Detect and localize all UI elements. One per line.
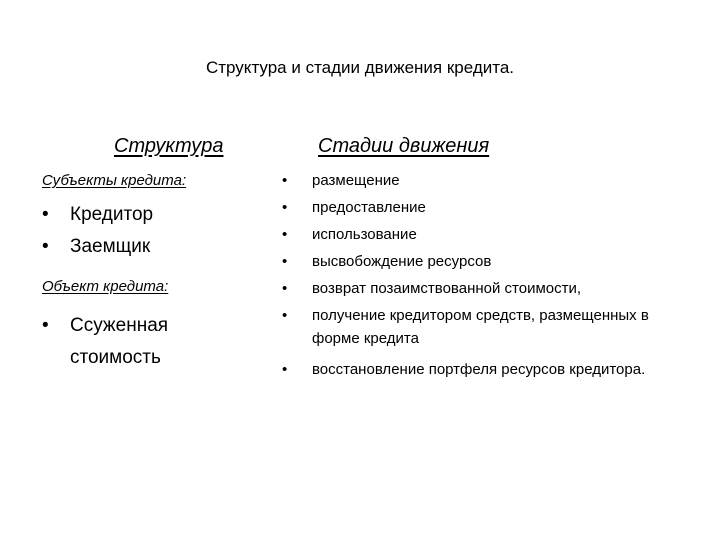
- stage-text: предоставление: [312, 199, 426, 216]
- bullet-icon: •: [282, 172, 288, 189]
- list-item-object: [42, 310, 168, 374]
- bullet-icon: •: [42, 236, 49, 257]
- bullet-icon: •: [42, 204, 49, 225]
- bullet-icon: •: [282, 199, 288, 216]
- bullet-icon: •: [282, 226, 288, 243]
- object-line-2: стоимость: [70, 347, 161, 368]
- stage-text: возврат позаимствованной стоимости,: [312, 280, 582, 297]
- stage-text: использование: [312, 226, 417, 243]
- stages-heading: Стадии движения: [318, 135, 490, 157]
- stage-text: высвобождение ресурсов: [312, 253, 492, 270]
- stage-item: [282, 358, 692, 381]
- bullet-icon: •: [282, 280, 288, 297]
- stage-item: [282, 169, 692, 192]
- bullet-icon: •: [282, 361, 288, 378]
- stage-item: [282, 196, 692, 219]
- stage-text: размещение: [312, 172, 400, 189]
- stage-item: [282, 223, 692, 246]
- object-list: [42, 310, 168, 374]
- object-label: Объект кредита:: [42, 278, 169, 295]
- slide-title: Структура и стадии движения кредита.: [205, 58, 515, 77]
- stage-text: восстановление портфеля ресурсов кредитора.: [312, 361, 646, 378]
- stage-item: [282, 304, 692, 350]
- bullet-icon: •: [282, 307, 288, 324]
- creditor-text: Кредитор: [70, 204, 154, 225]
- participants-list: [42, 199, 153, 263]
- borrower-text: Заемщик: [70, 236, 151, 257]
- stages-list: [282, 169, 692, 389]
- list-item-borrower: [42, 231, 153, 263]
- list-item-creditor: [42, 199, 153, 231]
- structure-heading: Структура: [114, 135, 224, 157]
- bullet-icon: •: [42, 315, 49, 336]
- object-line-1: Ссуженная: [70, 315, 169, 336]
- bullet-icon: •: [282, 253, 288, 270]
- subjects-label: Субъекты кредита:: [42, 172, 187, 189]
- stage-item: [282, 250, 692, 273]
- stage-item: [282, 277, 692, 300]
- stage-text: получение кредитором средств, размещенных в форме кредита: [312, 307, 649, 347]
